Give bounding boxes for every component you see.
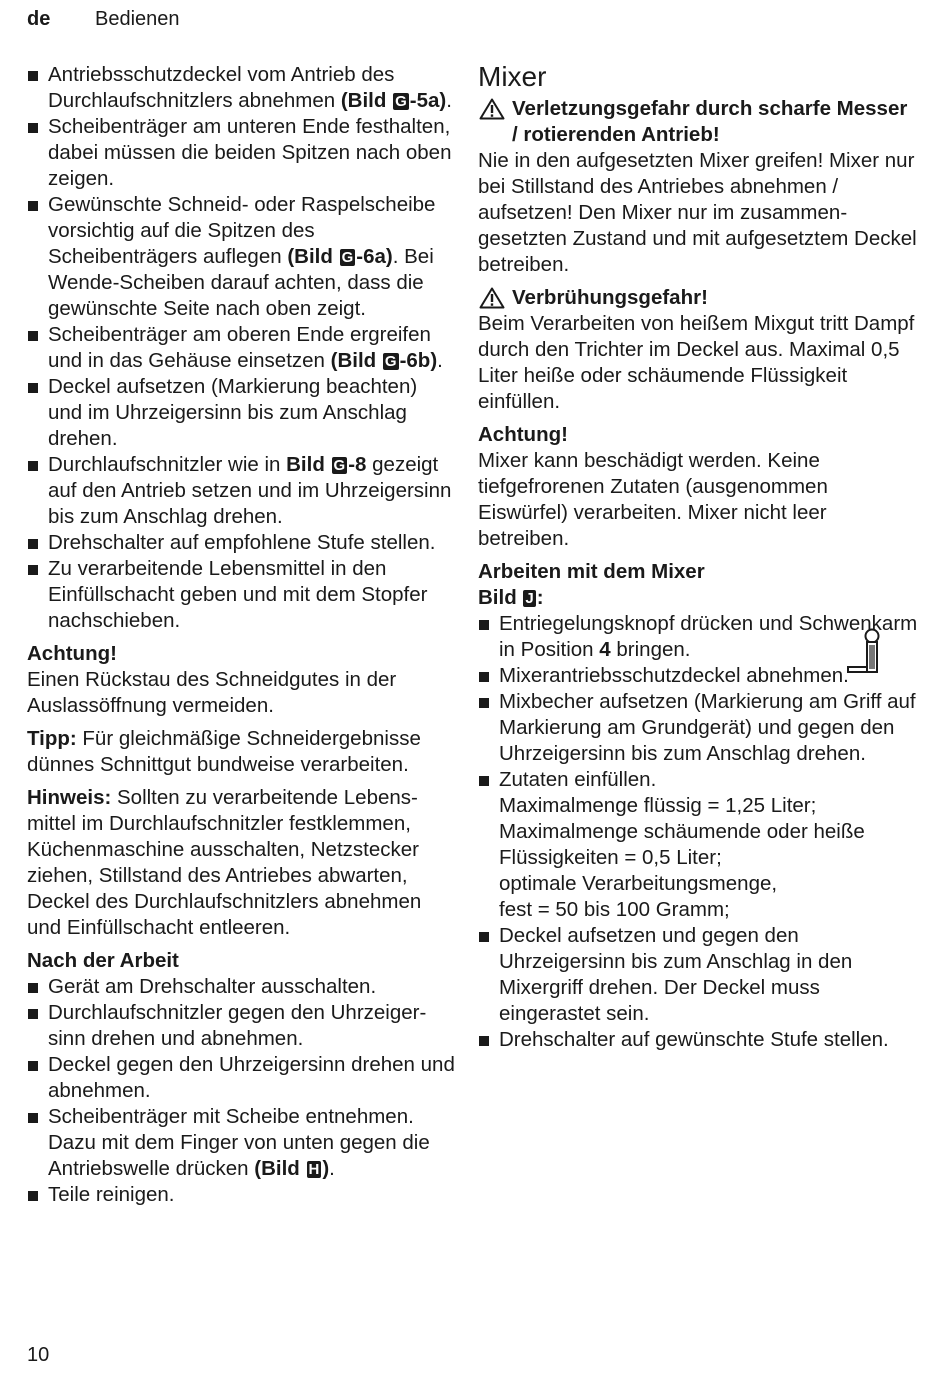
list-item: Scheibenträger am oberen Ende ergreifen und in das Gehäuse einsetzen (Bild G -6b). (27, 322, 457, 374)
page-header (27, 6, 180, 32)
achtung-heading: Achtung! (27, 642, 117, 665)
achtung-text: Einen Rückstau des Schneidgutes in der Auslassöffnung vermeiden. (27, 668, 397, 717)
scald-warning-heading: Verbrühungsgefahr! (478, 285, 918, 311)
working-with-mixer-heading: Arbeiten mit dem Mixer (478, 560, 705, 583)
figure-ref-badge: H (308, 1161, 320, 1178)
slicer-steps-list (27, 62, 457, 634)
note-paragraph: Hinweis: Sollten zu verarbeitende Lebensmittel im Durchlaufschnitzler festklemmen, Küchenmaschine ausschalten, Netzstecker ziehen, Stillstand des Antriebes abwarten, Deckel des Durchlaufschnitzlers abnehmen und Einfüllschacht entleeren. (27, 786, 422, 939)
list-item: Durchlaufschnitzler gegen den Uhrzeigersinn drehen und abnehmen. (27, 1000, 457, 1052)
list-item: Entriegelungsknopf drücken und Schwenkarm in Position 4 bringen. (478, 611, 918, 663)
list-item: Scheibenträger am unteren Ende festhalten, dabei müssen die beiden Spitzen nach oben zeigen. (27, 114, 457, 192)
warning-triangle-icon (479, 98, 505, 120)
figure-ref-badge: G (395, 93, 407, 110)
right-column (478, 62, 918, 1053)
list-item: Zutaten einfüllen. Maximalmenge flüssig = 1,25 Liter; Maximalmenge schäumende oder heiße Flüssigkeiten = 0,5 Liter; optimale Verarbeitungsmenge, fest = 50 bis 100 Gramm; (478, 767, 918, 923)
list-item: Mixbecher aufsetzen (Markierung am Griff auf Markierung am Grundgerät) und gegen den Uhrzeigersinn bis zum Anschlag drehen. (478, 689, 918, 767)
list-item: Deckel aufsetzen und gegen den Uhrzeigersinn bis zum Anschlag in den Mixergriff drehen. Der Deckel muss eingerastet sein. (478, 923, 918, 1027)
figure-ref-badge: J (525, 590, 534, 607)
list-item: Zu verarbeitende Lebensmittel in den Einfüllschacht geben und mit dem Stopfer nachschieben. (27, 556, 457, 634)
tip-paragraph: Tipp: Für gleichmäßige Schneidergebnisse dünnes Schnittgut bundweise verarbeiten. (27, 727, 421, 776)
figure-reference: Bild J : (478, 586, 544, 609)
page-number: 10 (27, 1344, 50, 1366)
after-work-list (27, 974, 457, 1208)
list-item: Gewünschte Schneid- oder Raspelscheibe vorsichtig auf die Spitzen des Scheibenträgers auflegen (Bild G -6a). Bei Wende-Scheiben darauf achten, dass die gewünschte Seite nach oben zeigt. (27, 192, 457, 322)
list-item: Durchlaufschnitzler wie in Bild G -8 gezeigt auf den Antrieb setzen und im Uhrzeigersinn bis zum Anschlag drehen. (27, 452, 457, 530)
list-item: Mixerantriebsschutzdeckel abnehmen. (478, 663, 918, 689)
figure-ref-badge: G (341, 249, 354, 266)
list-item: Gerät am Drehschalter ausschalten. (27, 974, 457, 1000)
list-item: Antriebsschutzdeckel vom Antrieb des Durchlaufschnitzlers abnehmen (Bild G -5a). (27, 62, 457, 114)
list-item: Scheibenträger mit Scheibe entnehmen. Dazu mit dem Finger von unten gegen die Antriebswelle drücken (Bild H ). (27, 1104, 457, 1182)
after-work-heading: Nach der Arbeit (27, 949, 179, 972)
tip-label: Tipp: (27, 727, 77, 750)
list-item: Deckel aufsetzen (Markierung beachten) und im Uhrzeigersinn bis zum Anschlag drehen. (27, 374, 457, 452)
warning-triangle-icon (479, 287, 505, 309)
achtung-heading: Achtung! (478, 423, 568, 446)
injury-warning-heading: Verletzungsgefahr durch scharfe Messer / rotierenden Antrieb! (478, 96, 918, 148)
list-item: Deckel gegen den Uhrzeigersinn drehen und abnehmen. (27, 1052, 457, 1104)
injury-warning-text: Nie in den aufgesetzten Mixer greifen! Mixer nur bei Stillstand des Antriebes abnehmen / aufsetzen! Den Mixer nur im zusammengesetzten Zustand und mit aufgesetztem Deckel betreiben. (478, 149, 917, 276)
left-column (27, 62, 457, 1208)
note-label: Hinweis: (27, 786, 112, 809)
mixer-title: Mixer (478, 61, 547, 92)
language-code: de (27, 8, 51, 30)
figure-ref-badge: G (333, 457, 346, 474)
list-item: Drehschalter auf gewünschte Stufe stellen. (478, 1027, 918, 1053)
section-title: Bedienen (95, 8, 180, 30)
figure-ref-badge: G (384, 353, 397, 370)
list-item: Drehschalter auf empfohlene Stufe stellen. (27, 530, 457, 556)
list-item: Teile reinigen. (27, 1182, 457, 1208)
achtung-text: Mixer kann beschädigt werden. Keine tiefgefrorenen Zutaten (ausgenommen Eiswürfel) verarbeiten. Mixer nicht leer betreiben. (478, 449, 828, 550)
position-4-icon (844, 627, 886, 679)
scald-warning-text: Beim Verarbeiten von heißem Mixgut tritt Dampf durch den Trichter im Deckel aus. Maximal 0,5 Liter heiße oder schäumende Flüssigkeit einfüllen. (478, 312, 915, 413)
